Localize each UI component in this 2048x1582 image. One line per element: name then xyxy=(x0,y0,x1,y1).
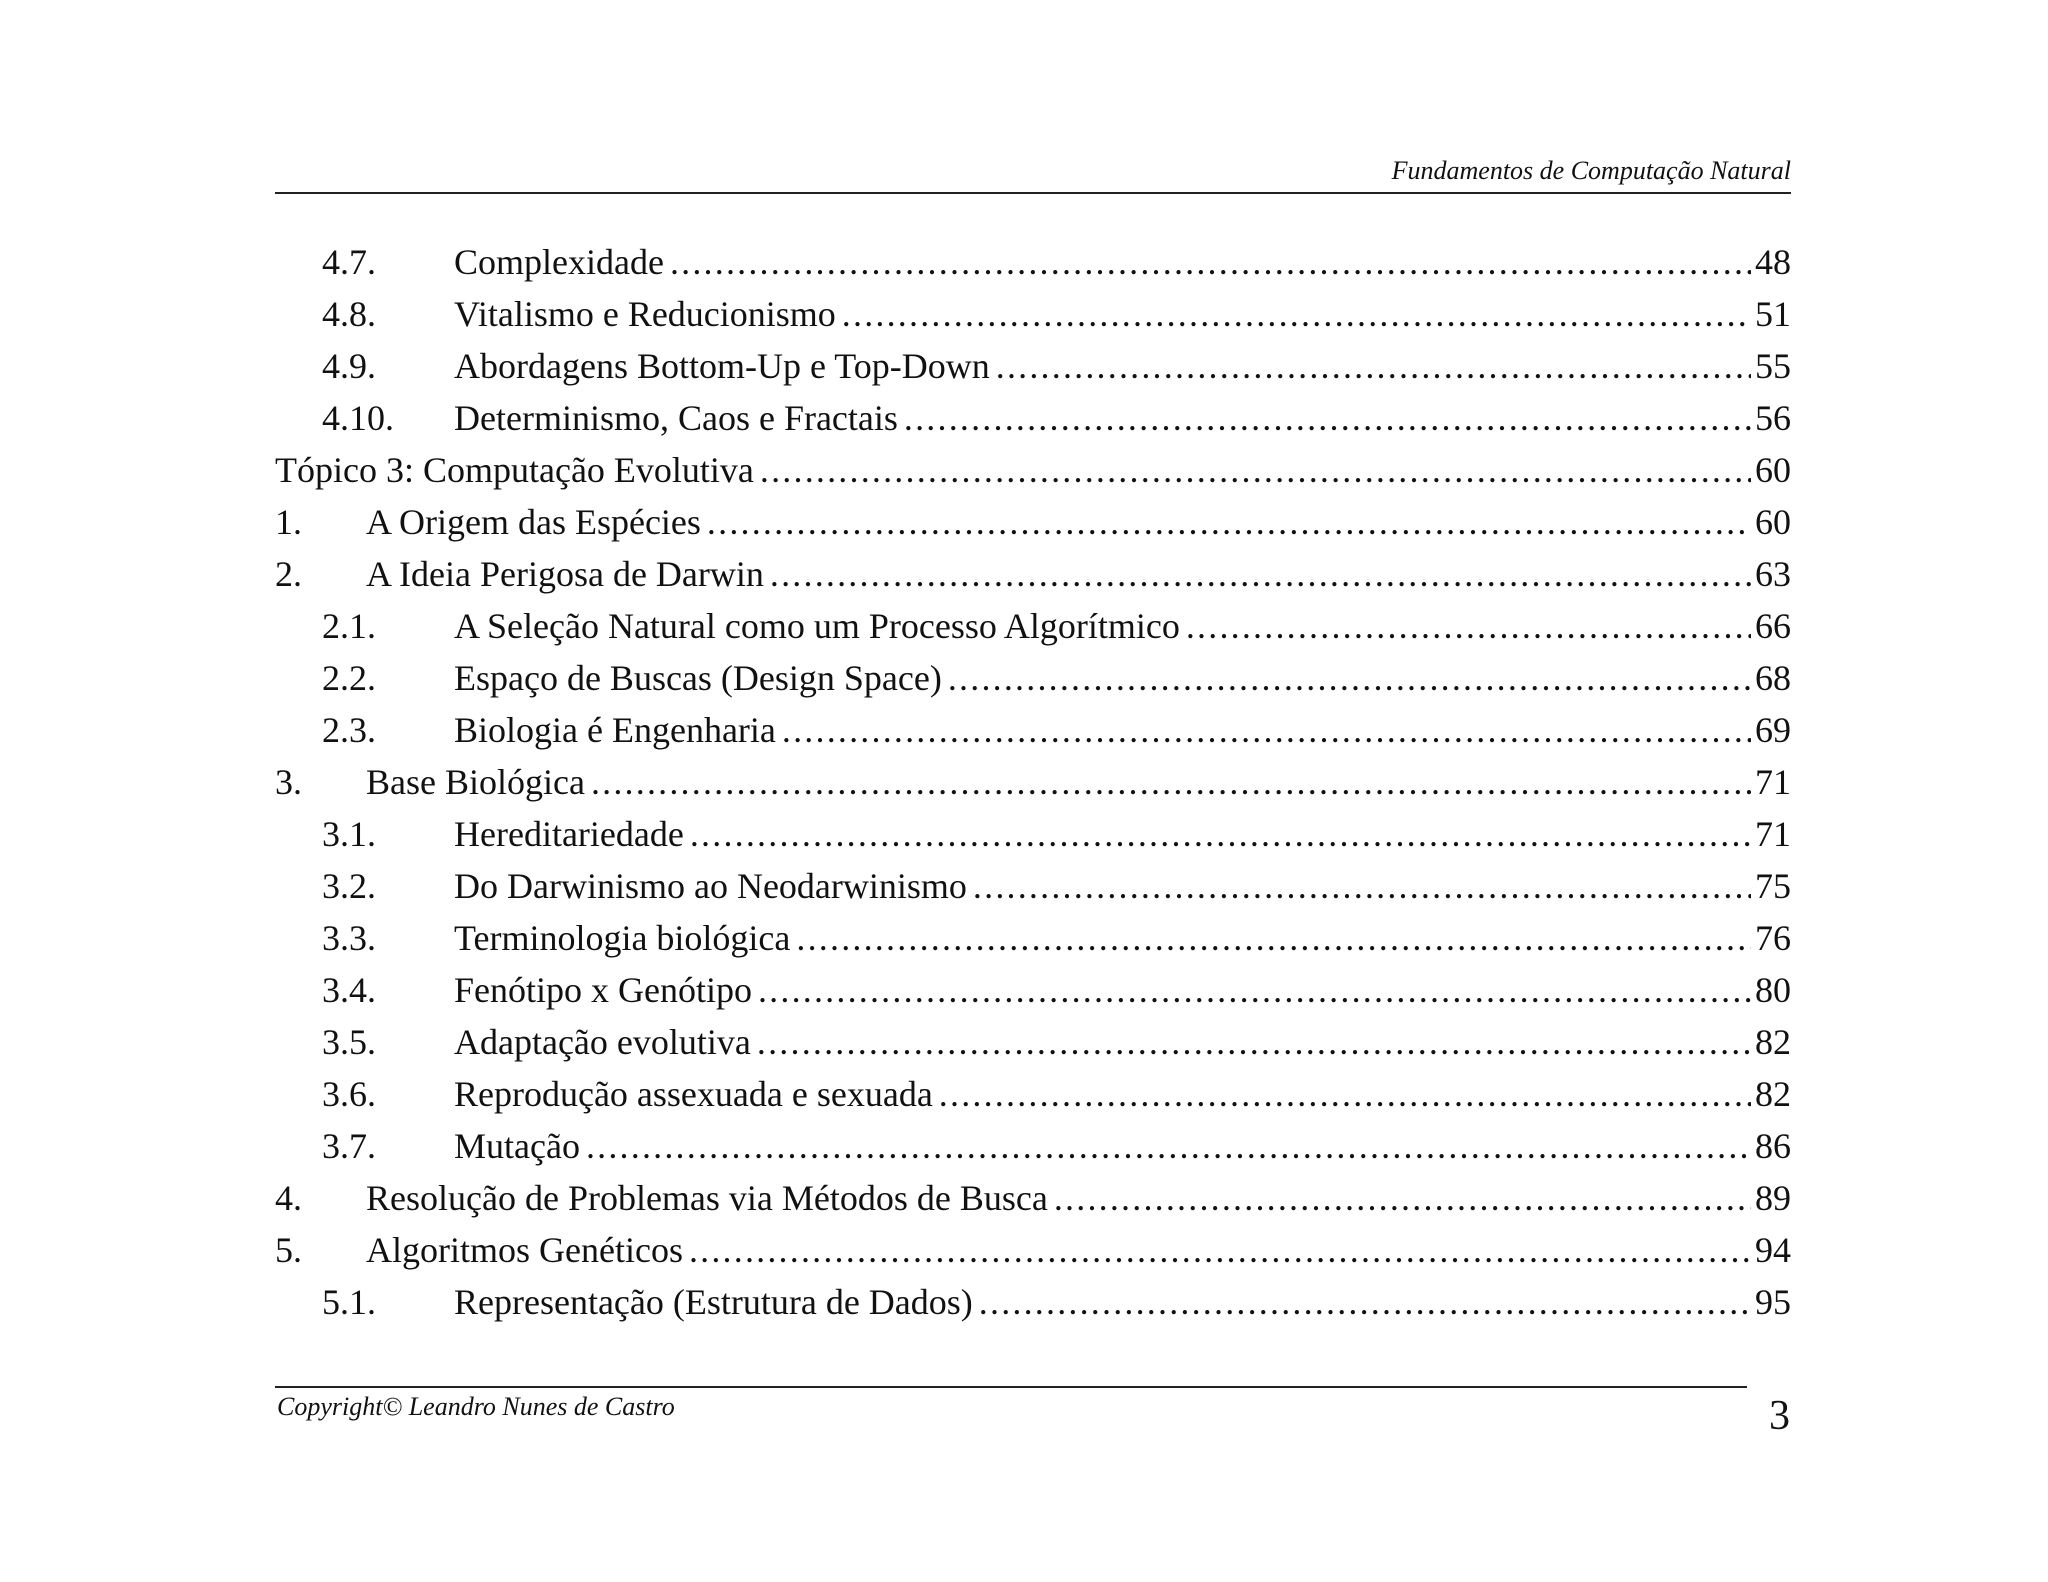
running-header: Fundamentos de Computação Natural xyxy=(1391,156,1791,185)
dot-leader xyxy=(757,1016,1751,1068)
toc-entry-number: 3.1. xyxy=(322,814,376,854)
dot-leader xyxy=(996,340,1751,392)
dot-leader xyxy=(842,288,1751,340)
dot-leader xyxy=(796,912,1751,964)
dot-leader xyxy=(904,392,1751,444)
toc-entry-page: 60 xyxy=(1755,450,1791,490)
toc-entry-number: 3.5. xyxy=(322,1022,376,1062)
toc-entry-number: 2. xyxy=(275,554,302,594)
dot-leader xyxy=(948,652,1751,704)
toc-entry xyxy=(275,288,1791,340)
toc-entry xyxy=(275,1016,1791,1068)
header-rule xyxy=(275,192,1791,194)
dot-leader xyxy=(1054,1172,1751,1224)
toc-entry-page: 69 xyxy=(1755,710,1791,750)
toc-entry-title: A Seleção Natural como um Processo Algorítmico xyxy=(454,600,1186,652)
toc-entry xyxy=(275,652,1791,704)
toc-entry-page: 82 xyxy=(1755,1022,1791,1062)
toc-entry-number: 4.9. xyxy=(322,346,376,386)
toc-entry-title: Determinismo, Caos e Fractais xyxy=(454,392,904,444)
dot-leader xyxy=(591,756,1751,808)
toc-entry-title: A Origem das Espécies xyxy=(366,496,707,548)
toc-entry-number: 2.3. xyxy=(322,710,376,750)
toc-entry xyxy=(275,1224,1791,1276)
toc-entry-page: 55 xyxy=(1755,346,1791,386)
toc-entry xyxy=(275,704,1791,756)
toc-entry-title: Representação (Estrutura de Dados) xyxy=(454,1276,979,1328)
dot-leader xyxy=(670,236,1751,288)
toc-entry-number: 3.2. xyxy=(322,866,376,906)
toc-entry-page: 71 xyxy=(1755,762,1791,802)
toc-entry xyxy=(275,808,1791,860)
toc-entry-number: 1. xyxy=(275,502,302,542)
toc-entry-number: 4. xyxy=(275,1178,302,1218)
toc-entry xyxy=(275,860,1791,912)
toc-entry xyxy=(275,236,1791,288)
toc-entry-title: Vitalismo e Reducionismo xyxy=(454,288,842,340)
toc-entry xyxy=(275,444,1791,496)
dot-leader xyxy=(973,860,1751,912)
toc-entry-number: 4.10. xyxy=(322,398,394,438)
toc-entry-number: 4.8. xyxy=(322,294,376,334)
page-number: 3 xyxy=(1769,1393,1790,1439)
toc-entry-title: Reprodução assexuada e sexuada xyxy=(454,1068,939,1120)
toc-entry xyxy=(275,392,1791,444)
toc-entry-page: 60 xyxy=(1755,502,1791,542)
toc-entry-title: Fenótipo x Genótipo xyxy=(454,964,758,1016)
toc-entry-page: 56 xyxy=(1755,398,1791,438)
toc-entry-page: 63 xyxy=(1755,554,1791,594)
toc-entry xyxy=(275,548,1791,600)
dot-leader xyxy=(782,704,1751,756)
toc-entry xyxy=(275,1172,1791,1224)
toc-entry xyxy=(275,496,1791,548)
toc-entry-title: Do Darwinismo ao Neodarwinismo xyxy=(454,860,973,912)
toc-entry-number: 5.1. xyxy=(322,1282,376,1322)
toc-entry-page: 76 xyxy=(1755,918,1791,958)
toc-entry-title: Hereditariedade xyxy=(454,808,690,860)
toc-entry-title: Mutação xyxy=(454,1120,586,1172)
dot-leader xyxy=(1186,600,1751,652)
toc-entry-number: 3.4. xyxy=(322,970,376,1010)
toc-entry-title: Tópico 3: Computação Evolutiva xyxy=(275,444,760,496)
toc-entry-number: 3.3. xyxy=(322,918,376,958)
toc-entry-page: 94 xyxy=(1755,1230,1791,1270)
toc-entry-number: 3.7. xyxy=(322,1126,376,1166)
toc-entry-number: 5. xyxy=(275,1230,302,1270)
dot-leader xyxy=(707,496,1751,548)
dot-leader xyxy=(758,964,1751,1016)
dot-leader xyxy=(939,1068,1751,1120)
toc-entry xyxy=(275,600,1791,652)
toc-entry-page: 89 xyxy=(1755,1178,1791,1218)
toc-entry-number: 3.6. xyxy=(322,1074,376,1114)
toc-entry-page: 68 xyxy=(1755,658,1791,698)
toc-entry-title: Terminologia biológica xyxy=(454,912,796,964)
dot-leader xyxy=(586,1120,1751,1172)
toc-entry-page: 95 xyxy=(1755,1282,1791,1322)
copyright-notice: Copyright© Leandro Nunes de Castro xyxy=(277,1392,675,1421)
toc-entry xyxy=(275,964,1791,1016)
toc-entry xyxy=(275,340,1791,392)
toc-entry-title: A Ideia Perigosa de Darwin xyxy=(366,548,770,600)
toc-entry-page: 66 xyxy=(1755,606,1791,646)
toc-entry-page: 86 xyxy=(1755,1126,1791,1166)
toc-entry xyxy=(275,756,1791,808)
dot-leader xyxy=(690,808,1751,860)
toc-entry xyxy=(275,912,1791,964)
toc-entry-title: Adaptação evolutiva xyxy=(454,1016,757,1068)
toc-entry-page: 51 xyxy=(1755,294,1791,334)
toc-entry-title: Complexidade xyxy=(454,236,670,288)
toc-entry-number: 2.2. xyxy=(322,658,376,698)
dot-leader xyxy=(689,1224,1751,1276)
toc-entry xyxy=(275,1068,1791,1120)
toc-entry-title: Abordagens Bottom-Up e Top-Down xyxy=(454,340,996,392)
toc-entry xyxy=(275,1276,1791,1328)
dot-leader xyxy=(760,444,1751,496)
toc-entry-page: 75 xyxy=(1755,866,1791,906)
footer-rule xyxy=(275,1386,1747,1388)
toc-entry-title: Biologia é Engenharia xyxy=(454,704,782,756)
dot-leader xyxy=(979,1276,1751,1328)
toc-entry-number: 4.7. xyxy=(322,242,376,282)
toc-entry-page: 48 xyxy=(1755,242,1791,282)
toc-entry-page: 71 xyxy=(1755,814,1791,854)
dot-leader xyxy=(770,548,1751,600)
toc-entry xyxy=(275,1120,1791,1172)
toc-entry-title: Base Biológica xyxy=(366,756,591,808)
toc-entry-page: 80 xyxy=(1755,970,1791,1010)
toc-entry-number: 3. xyxy=(275,762,302,802)
toc-entry-title: Espaço de Buscas (Design Space) xyxy=(454,652,948,704)
toc-entry-title: Algoritmos Genéticos xyxy=(366,1224,689,1276)
toc-entry-title: Resolução de Problemas via Métodos de Busca xyxy=(366,1172,1054,1224)
table-of-contents xyxy=(275,236,1791,1328)
toc-entry-number: 2.1. xyxy=(322,606,376,646)
toc-entry-page: 82 xyxy=(1755,1074,1791,1114)
